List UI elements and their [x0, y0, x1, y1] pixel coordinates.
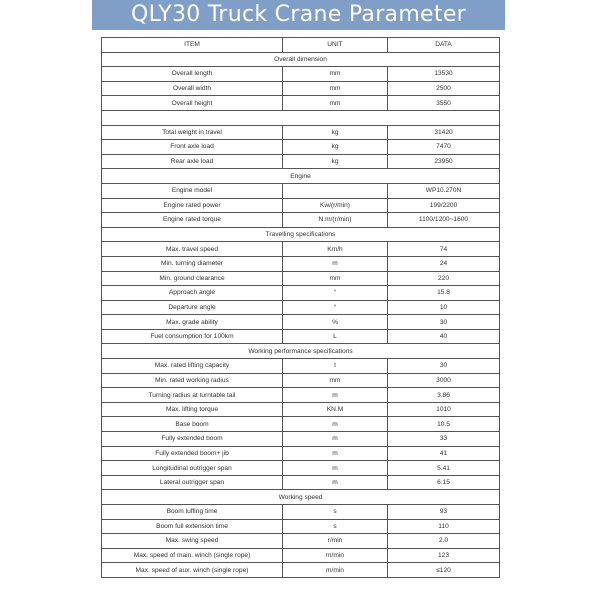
- cell-data: 3550: [388, 96, 500, 111]
- cell-item: Longitudinal outrigger span: [102, 461, 283, 476]
- table-header-row: [102, 38, 500, 53]
- cell-item: Max. lifting torque: [102, 402, 283, 417]
- cell-item: Max. rated lifting capacity: [102, 359, 283, 374]
- cell-unit: s: [283, 505, 388, 520]
- table-row: [102, 359, 500, 374]
- cell-item: Fully extended boom+ jib: [102, 446, 283, 461]
- cell-data: 30: [388, 315, 500, 330]
- title-banner: [92, 0, 505, 30]
- section-header-row: [102, 490, 500, 505]
- table-row: [102, 183, 500, 198]
- cell-unit: [283, 183, 388, 198]
- section-header-row: [102, 52, 500, 67]
- section-title: Working speed: [102, 490, 500, 505]
- cell-unit: mm: [283, 373, 388, 388]
- column-header-data: DATA: [388, 38, 500, 53]
- cell-unit: t: [283, 359, 388, 374]
- table-row: [102, 432, 500, 447]
- cell-item: Min. rated working radius: [102, 373, 283, 388]
- cell-item: Fuel consumption for 100km: [102, 329, 283, 344]
- table-row: [102, 475, 500, 490]
- table-row: [102, 329, 500, 344]
- cell-data: 220: [388, 271, 500, 286]
- section-header-row: [102, 344, 500, 359]
- section-title: Working performance specifications: [102, 344, 500, 359]
- cell-unit: m: [283, 388, 388, 403]
- cell-unit: mm: [283, 96, 388, 111]
- table-row: [102, 286, 500, 301]
- cell-item: Engine rated power: [102, 198, 283, 213]
- table-row: [102, 388, 500, 403]
- table-row: [102, 402, 500, 417]
- page-title: QLY30 Truck Crane Parameter: [130, 2, 467, 27]
- cell-unit: kg: [283, 140, 388, 155]
- cell-data: 3.86: [388, 388, 500, 403]
- cell-unit: °: [283, 300, 388, 315]
- cell-unit: L: [283, 329, 388, 344]
- cell-data: 10: [388, 300, 500, 315]
- cell-data: 30: [388, 359, 500, 374]
- cell-unit: °: [283, 286, 388, 301]
- table-row: [102, 96, 500, 111]
- table-row: [102, 67, 500, 82]
- table-row: [102, 81, 500, 96]
- cell-item: Max. speed of aux. winch (single rope): [102, 563, 283, 578]
- section-title: Travelling specifications: [102, 227, 500, 242]
- cell-data: 2.0: [388, 534, 500, 549]
- cell-data: 1100/1200~1600: [388, 213, 500, 228]
- cell-item: Departure angle: [102, 300, 283, 315]
- parameter-table: [101, 37, 500, 578]
- cell-item: Max. travel speed: [102, 242, 283, 257]
- cell-data: 6.15: [388, 475, 500, 490]
- cell-unit: Km/h: [283, 242, 388, 257]
- cell-data: 40: [388, 329, 500, 344]
- table-row: [102, 461, 500, 476]
- cell-data: 33: [388, 432, 500, 447]
- table-row: [102, 140, 500, 155]
- table-row: [102, 198, 500, 213]
- cell-item: Min. ground clearance: [102, 271, 283, 286]
- cell-data: 110: [388, 519, 500, 534]
- table-row: [102, 125, 500, 140]
- cell-data: 2500: [388, 81, 500, 96]
- cell-item: Approach angle: [102, 286, 283, 301]
- cell-item: Overall length: [102, 67, 283, 82]
- cell-unit: mm: [283, 67, 388, 82]
- cell-item: Rear axle load: [102, 154, 283, 169]
- cell-data: 199/2200: [388, 198, 500, 213]
- cell-data: WP10.270N: [388, 183, 500, 198]
- table-row: [102, 213, 500, 228]
- table-row: [102, 373, 500, 388]
- cell-unit: m: [283, 446, 388, 461]
- column-header-item: ITEM: [102, 38, 283, 53]
- cell-item: Boom full extension time: [102, 519, 283, 534]
- cell-data: 10.5: [388, 417, 500, 432]
- cell-data: 123: [388, 548, 500, 563]
- section-header-row: [102, 110, 500, 125]
- column-header-unit: UNIT: [283, 38, 388, 53]
- cell-unit: m/min: [283, 563, 388, 578]
- section-title: Overall dimension: [102, 52, 500, 67]
- table-row: [102, 534, 500, 549]
- cell-data: 93: [388, 505, 500, 520]
- table-row: [102, 154, 500, 169]
- cell-data: 74: [388, 242, 500, 257]
- section-title: Engine: [102, 169, 500, 184]
- table-row: [102, 256, 500, 271]
- cell-item: Total weight in travel: [102, 125, 283, 140]
- cell-data: 7470: [388, 140, 500, 155]
- cell-unit: kg: [283, 154, 388, 169]
- cell-item: Fully extended boom: [102, 432, 283, 447]
- cell-data: 5.41: [388, 461, 500, 476]
- cell-unit: m: [283, 475, 388, 490]
- section-title: [102, 110, 500, 125]
- table-row: [102, 548, 500, 563]
- cell-item: Engine rated torque: [102, 213, 283, 228]
- cell-item: Min. turning diameter: [102, 256, 283, 271]
- table-row: [102, 271, 500, 286]
- cell-unit: mm: [283, 271, 388, 286]
- table-row: [102, 242, 500, 257]
- table-row: [102, 563, 500, 578]
- cell-unit: m: [283, 417, 388, 432]
- table-row: [102, 519, 500, 534]
- cell-item: Max. speed of main. winch (single rope): [102, 548, 283, 563]
- cell-item: Engine model: [102, 183, 283, 198]
- cell-unit: N.m/(r/min): [283, 213, 388, 228]
- cell-item: Max. grade ability: [102, 315, 283, 330]
- cell-unit: Kw/(r/min): [283, 198, 388, 213]
- cell-data: 24: [388, 256, 500, 271]
- cell-item: Front axle load: [102, 140, 283, 155]
- cell-data: 1010: [388, 402, 500, 417]
- cell-item: Boom luffing time: [102, 505, 283, 520]
- section-header-row: [102, 227, 500, 242]
- cell-item: Overall width: [102, 81, 283, 96]
- cell-data: 13530: [388, 67, 500, 82]
- cell-unit: r/min: [283, 534, 388, 549]
- cell-item: Turning radius at turntable tail: [102, 388, 283, 403]
- table-row: [102, 446, 500, 461]
- cell-item: Base boom: [102, 417, 283, 432]
- table-row: [102, 417, 500, 432]
- cell-unit: s: [283, 519, 388, 534]
- cell-data: 15.8: [388, 286, 500, 301]
- section-header-row: [102, 169, 500, 184]
- cell-unit: KN.M: [283, 402, 388, 417]
- cell-data: 31420: [388, 125, 500, 140]
- table-row: [102, 300, 500, 315]
- cell-unit: mm: [283, 81, 388, 96]
- cell-data: 3000: [388, 373, 500, 388]
- table-row: [102, 315, 500, 330]
- cell-unit: %: [283, 315, 388, 330]
- cell-item: Max. swing speed: [102, 534, 283, 549]
- cell-unit: m: [283, 461, 388, 476]
- cell-data: 23950: [388, 154, 500, 169]
- cell-unit: m: [283, 256, 388, 271]
- cell-item: Lateral outrigger span: [102, 475, 283, 490]
- table-row: [102, 505, 500, 520]
- cell-unit: m: [283, 432, 388, 447]
- cell-unit: m/min: [283, 548, 388, 563]
- cell-data: 41: [388, 446, 500, 461]
- cell-unit: kg: [283, 125, 388, 140]
- cell-data: ≤120: [388, 563, 500, 578]
- cell-item: Overall height: [102, 96, 283, 111]
